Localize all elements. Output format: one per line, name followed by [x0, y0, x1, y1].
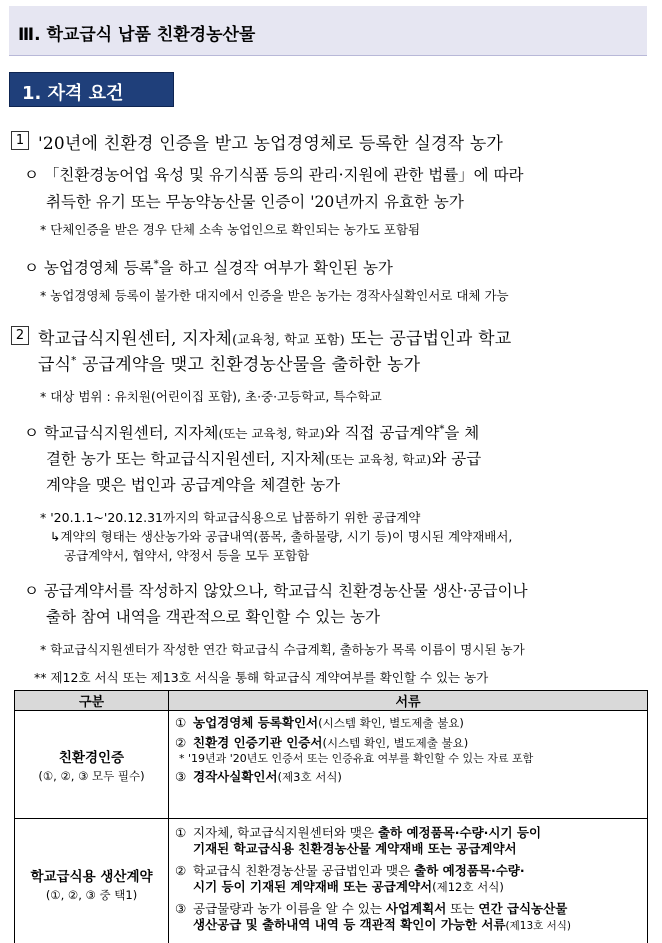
criterion-text: ㅇ 학교급식지원센터, 지자체 — [24, 424, 219, 442]
document-emphasis: 시기 등이 기재된 계약재배 또는 공급계약서 — [193, 879, 433, 894]
table-header-category: 구분 — [15, 691, 169, 711]
document-emphasis: 출하 예정품목·수량· — [414, 863, 525, 878]
row-category-cell — [15, 711, 169, 819]
item2-note2: * 학교급식지원센터가 작성한 연간 학교급식 수급계획, 출하농가 목록 이름이 명시된 농가 — [40, 642, 525, 657]
item1-criterion1-line1: ㅇ 「친환경농어업 육성 및 유기식품 등의 관리·지원에 관한 법률」에 따라 — [24, 166, 524, 184]
row-documents-cell — [169, 819, 648, 943]
item1-criterion2 — [24, 256, 393, 278]
item2-title-text-end: 또는 공급법인과 학교 — [344, 329, 512, 349]
document-detail: (시스템 확인, 별도제출 불요) — [322, 736, 469, 750]
item-num: ① — [175, 715, 187, 730]
document-emphasis: 생산공급 및 출하내역 내역 등 객관적 확인이 가능한 서류 — [193, 917, 506, 932]
item-number-box: 1 — [11, 131, 29, 150]
document-item — [169, 825, 643, 857]
document-requirements-table — [14, 690, 648, 943]
document-name: 농업경영체 등록확인서 — [193, 715, 319, 730]
item1-note2: * 농업경영체 등록이 불가한 대지에서 인증을 받은 농가는 경작사실확인서로 대체 가능 — [40, 288, 509, 303]
item2-title-text: 학교급식지원센터, 지자체 — [38, 329, 233, 349]
document-text: 공급물량과 농가 이름을 알 수 있는 — [193, 901, 386, 916]
criterion-parenthetical: (또는 교육청, 학교) — [325, 452, 432, 467]
item2-title-line2 — [38, 350, 420, 375]
item2-note1-line2: ↳계약의 형태는 생산농가와 공급내역(품목, 출하물량, 시기 등)이 명시된 계약재배서, — [50, 529, 513, 544]
document-text: 또는 — [446, 901, 479, 916]
criterion-text: 을 체 — [444, 424, 480, 442]
criterion-text: 결한 농가 또는 학교급식지원센터, 지자체 — [46, 450, 326, 468]
item2-criterion1-line2 — [46, 447, 481, 469]
document-detail: (제12호 서식) — [432, 880, 504, 894]
criterion-text: 와 직접 공급계약 — [324, 424, 440, 442]
row-documents-cell — [169, 711, 648, 819]
item2-criterion2-line2: 출하 참여 내역을 객관적으로 확인할 수 있는 농가 — [46, 608, 380, 626]
item1-note1: * 단체인증을 받은 경우 단체 소속 농업인으로 확인되는 농가도 포함됨 — [40, 222, 421, 237]
document-emphasis: 연간 급식농산물 — [478, 901, 568, 916]
item1-criterion1-line2: 취득한 유기 또는 무농약농산물 인증이 '20년까지 유효한 농가 — [46, 193, 464, 211]
section-title: Ⅲ. 학교급식 납품 친환경농산물 — [18, 25, 256, 45]
row-category-cell — [15, 819, 169, 943]
row-category-sub: (①, ②, ③ 모두 필수) — [38, 768, 145, 783]
footnote-marker: * — [153, 258, 159, 270]
item1-criterion2-text: ㅇ 농업경영체 등록 — [24, 259, 154, 277]
table-header-documents: 서류 — [169, 691, 648, 711]
document-detail: (시스템 확인, 별도제출 불요) — [318, 716, 464, 730]
item1-title: '20년에 친환경 인증을 받고 농업경영체로 등록한 실경작 농가 — [38, 134, 504, 154]
document-item — [169, 769, 643, 785]
criterion-parenthetical: (또는 교육청, 학교) — [218, 426, 325, 441]
document-note: * '19년과 '20년도 인증서 또는 인증유효 여부를 확인할 수 있는 자료 포함 — [179, 752, 534, 765]
table-header-row — [15, 691, 648, 711]
footnote-marker: * — [71, 355, 77, 367]
document-name: 경작사실확인서 — [193, 769, 278, 784]
row-category-sub: (①, ②, ③ 중 택1) — [45, 887, 138, 902]
document-emphasis: 출하 예정품목·수량·시기 등이 — [377, 825, 542, 840]
subsection-title: 1. 자격 요건 — [22, 83, 124, 104]
item2-title-text-end: 공급계약을 맺고 친환경농산물을 출하한 농가 — [76, 355, 421, 375]
item2-title-parenthetical: (교육청, 학교 포함) — [232, 333, 345, 348]
item2-title-line1 — [38, 324, 511, 349]
item-num: ③ — [175, 901, 187, 916]
item2-criterion1-line3: 계약을 맺은 법인과 공급계약을 체결한 농가 — [46, 476, 341, 494]
item2-note1-line3: 공급계약서, 협약서, 약정서 등을 모두 포함함 — [64, 548, 310, 563]
row-category-title: 친환경인증 — [58, 749, 125, 766]
item-num: ② — [175, 735, 187, 750]
item2-criterion2-line1: ㅇ 공급계약서를 작성하지 않았으나, 학교급식 친환경농산물 생산·공급이나 — [24, 582, 528, 600]
document-detail: (제3호 서식) — [277, 770, 342, 784]
item2-title-text: 급식 — [38, 355, 72, 375]
item2-note1-line1: * '20.1.1~'20.12.31까지의 학교급식용으로 납품하기 위한 공급계약 — [40, 510, 421, 525]
document-text: 지자체, 학교급식지원센터와 맺은 — [193, 825, 378, 840]
document-item — [169, 735, 643, 751]
document-item — [169, 863, 643, 895]
item-num: ③ — [175, 769, 187, 784]
item2-note3: ** 제12호 서식 또는 제13호 서식을 통해 학교급식 계약여부를 확인할 수 있는 농가 — [34, 670, 489, 685]
table-row — [15, 711, 648, 819]
subsection-header — [9, 72, 174, 107]
row-category-title: 학교급식용 생산계약 — [30, 868, 153, 885]
document-emphasis: 기재된 학교급식용 친환경농산물 계약재배 또는 공급계약서 — [193, 841, 517, 856]
document-emphasis: 사업계획서 — [385, 901, 447, 916]
document-name: 친환경 인증기관 인증서 — [193, 735, 323, 750]
item-num: ② — [175, 863, 187, 878]
document-detail: (제13호 서식) — [505, 920, 572, 932]
item-num: ① — [175, 825, 187, 840]
criterion-text: 와 공급 — [431, 450, 482, 468]
document-item — [169, 901, 643, 934]
item1-criterion2-text-end: 을 하고 실경작 여부가 확인된 농가 — [158, 259, 393, 277]
item2-criterion1-line1 — [24, 421, 479, 443]
document-item — [169, 715, 643, 731]
document-text: 학교급식 친환경농산물 공급법인과 맺은 — [193, 863, 415, 878]
footnote-marker: * — [439, 423, 445, 435]
section-header — [9, 6, 647, 56]
table-row — [15, 819, 648, 943]
item-number-box-2: 2 — [11, 326, 29, 345]
item2-scope-note: * 대상 범위 : 유치원(어린이집 포함), 초·중·고등학교, 특수학교 — [40, 389, 382, 404]
